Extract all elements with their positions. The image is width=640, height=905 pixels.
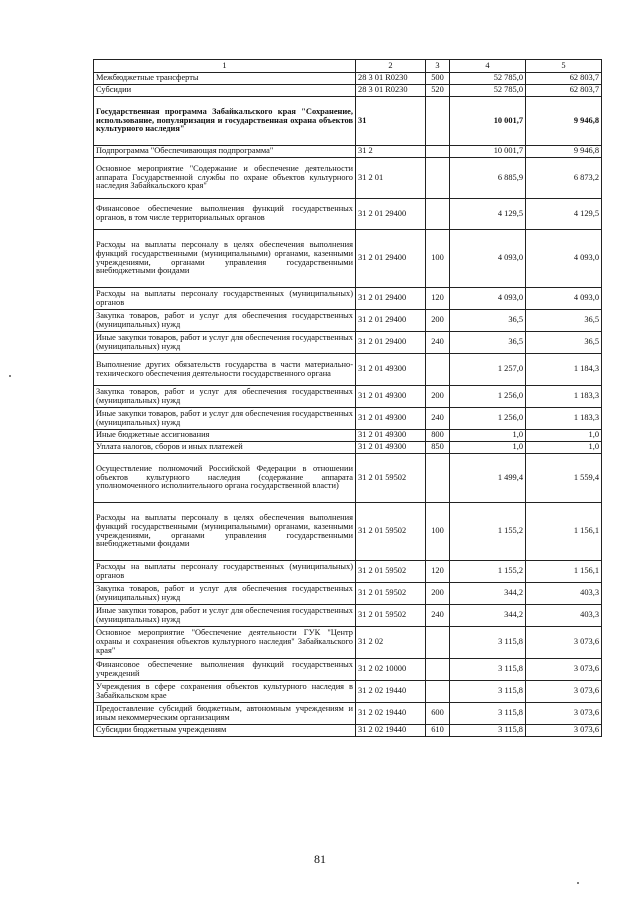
row-code-cell: 31 2 01 49300	[356, 430, 426, 442]
table-row	[94, 605, 602, 627]
table-row	[94, 354, 602, 386]
row-name-cell: Иные закупки товаров, работ и услуг для обеспечения государственных (муниципальных) нужд	[94, 408, 356, 430]
row-value-2025-cell: 6 873,2	[526, 158, 602, 199]
header-cell: 2	[356, 60, 426, 73]
table-row	[94, 503, 602, 561]
row-code-cell: 31 2 01 59502	[356, 561, 426, 583]
row-value-2025-cell: 1,0	[526, 430, 602, 442]
row-code-cell: 28 3 01 R0230	[356, 85, 426, 97]
table-row	[94, 97, 602, 146]
row-value-2025-cell: 1,0	[526, 442, 602, 454]
row-code-cell: 31 2	[356, 146, 426, 158]
row-value-2025-cell: 1 183,3	[526, 408, 602, 430]
row-value-2024-cell: 52 785,0	[450, 73, 526, 85]
row-value-2025-cell: 4 093,0	[526, 230, 602, 288]
table-row	[94, 583, 602, 605]
table-body	[94, 60, 602, 737]
table-row	[94, 442, 602, 454]
table-row	[94, 659, 602, 681]
row-type-cell: 520	[426, 85, 450, 97]
row-code-cell: 31 2 01 49300	[356, 408, 426, 430]
table-row	[94, 386, 602, 408]
row-value-2025-cell: 62 803,7	[526, 73, 602, 85]
row-value-2025-cell: 9 946,8	[526, 146, 602, 158]
row-value-2024-cell: 1 155,2	[450, 561, 526, 583]
row-name-cell: Осуществление полномочий Российской Федерации в отношении объектов культурного наследия (содержание аппарата уполномоченного исполнительного органа государственной власти)	[94, 454, 356, 503]
row-type-cell: 240	[426, 408, 450, 430]
row-name-cell: Субсидии бюджетным учреждениям	[94, 725, 356, 737]
table-row	[94, 199, 602, 230]
row-type-cell: 850	[426, 442, 450, 454]
row-type-cell	[426, 199, 450, 230]
table-row	[94, 230, 602, 288]
table-row	[94, 725, 602, 737]
row-type-cell	[426, 158, 450, 199]
row-value-2024-cell: 3 115,8	[450, 627, 526, 659]
row-type-cell: 100	[426, 503, 450, 561]
row-value-2024-cell: 344,2	[450, 583, 526, 605]
row-value-2025-cell: 1 559,4	[526, 454, 602, 503]
header-row	[94, 60, 602, 73]
row-value-2024-cell: 6 885,9	[450, 158, 526, 199]
row-value-2024-cell: 36,5	[450, 332, 526, 354]
row-code-cell: 31 2 01 59502	[356, 503, 426, 561]
table-row	[94, 627, 602, 659]
row-value-2025-cell: 3 073,6	[526, 659, 602, 681]
row-value-2024-cell: 1 256,0	[450, 386, 526, 408]
row-value-2024-cell: 4 093,0	[450, 288, 526, 310]
row-code-cell: 31 2 01 49300	[356, 386, 426, 408]
row-value-2025-cell: 36,5	[526, 332, 602, 354]
row-value-2025-cell: 4 129,5	[526, 199, 602, 230]
table-row	[94, 288, 602, 310]
row-name-cell: Субсидии	[94, 85, 356, 97]
header-cell: 5	[526, 60, 602, 73]
row-code-cell: 31 2 01 29400	[356, 310, 426, 332]
row-type-cell: 240	[426, 605, 450, 627]
row-value-2025-cell: 1 184,3	[526, 354, 602, 386]
row-code-cell: 31 2 02 19440	[356, 703, 426, 725]
row-code-cell: 31 2 01 29400	[356, 199, 426, 230]
row-name-cell: Иные закупки товаров, работ и услуг для обеспечения государственных (муниципальных) нужд	[94, 605, 356, 627]
row-name-cell: Основное мероприятие "Обеспечение деятельности ГУК "Центр охраны и сохранения объектов культурного наследия" Забайкальского края"	[94, 627, 356, 659]
row-type-cell: 100	[426, 230, 450, 288]
table-row	[94, 703, 602, 725]
row-value-2025-cell: 3 073,6	[526, 703, 602, 725]
row-value-2025-cell: 62 803,7	[526, 85, 602, 97]
row-code-cell: 31 2 02 19440	[356, 725, 426, 737]
scan-speck	[9, 375, 11, 377]
row-code-cell: 31 2 01	[356, 158, 426, 199]
row-name-cell: Расходы на выплаты персоналу государственных (муниципальных) органов	[94, 561, 356, 583]
row-type-cell: 200	[426, 310, 450, 332]
row-type-cell	[426, 627, 450, 659]
row-type-cell	[426, 681, 450, 703]
table-row	[94, 430, 602, 442]
row-value-2024-cell: 52 785,0	[450, 85, 526, 97]
row-value-2024-cell: 10 001,7	[450, 146, 526, 158]
row-name-cell: Расходы на выплаты персоналу в целях обеспечения выполнения функций государственными (муниципальными) органами, казенными учреждениями, органами управления государственными внебюджетными фондами	[94, 230, 356, 288]
row-code-cell: 31 2 01 29400	[356, 332, 426, 354]
table-row	[94, 158, 602, 199]
row-name-cell: Подпрограмма "Обеспечивающая подпрограмма"	[94, 146, 356, 158]
row-value-2024-cell: 1 256,0	[450, 408, 526, 430]
table-row	[94, 85, 602, 97]
row-name-cell: Иные закупки товаров, работ и услуг для обеспечения государственных (муниципальных) нужд	[94, 332, 356, 354]
row-value-2025-cell: 1 156,1	[526, 503, 602, 561]
row-name-cell: Иные бюджетные ассигнования	[94, 430, 356, 442]
row-code-cell: 31 2 01 59502	[356, 583, 426, 605]
table-row	[94, 73, 602, 85]
row-value-2024-cell: 3 115,8	[450, 725, 526, 737]
table-row	[94, 561, 602, 583]
row-value-2025-cell: 1 183,3	[526, 386, 602, 408]
row-value-2024-cell: 4 093,0	[450, 230, 526, 288]
row-name-cell: Закупка товаров, работ и услуг для обеспечения государственных (муниципальных) нужд	[94, 310, 356, 332]
row-name-cell: Расходы на выплаты персоналу в целях обеспечения выполнения функций государственными (муниципальными) органами, казенными учреждениями, органами управления государственными внебюджетными фондами	[94, 503, 356, 561]
row-value-2025-cell: 3 073,6	[526, 681, 602, 703]
header-cell: 4	[450, 60, 526, 73]
table-row	[94, 332, 602, 354]
row-code-cell: 28 3 01 R0230	[356, 73, 426, 85]
row-type-cell: 200	[426, 386, 450, 408]
row-value-2025-cell: 3 073,6	[526, 725, 602, 737]
row-code-cell: 31 2 01 49300	[356, 442, 426, 454]
row-name-cell: Уплата налогов, сборов и иных платежей	[94, 442, 356, 454]
row-name-cell: Межбюджетные трансферты	[94, 73, 356, 85]
row-code-cell: 31 2 01 29400	[356, 230, 426, 288]
row-type-cell: 610	[426, 725, 450, 737]
scan-speck	[577, 882, 579, 884]
row-code-cell: 31 2 02 10000	[356, 659, 426, 681]
row-name-cell: Закупка товаров, работ и услуг для обеспечения государственных (муниципальных) нужд	[94, 386, 356, 408]
row-type-cell: 240	[426, 332, 450, 354]
row-type-cell: 120	[426, 561, 450, 583]
row-value-2024-cell: 36,5	[450, 310, 526, 332]
row-type-cell: 800	[426, 430, 450, 442]
row-type-cell: 500	[426, 73, 450, 85]
row-value-2025-cell: 1 156,1	[526, 561, 602, 583]
row-value-2025-cell: 403,3	[526, 583, 602, 605]
row-code-cell: 31 2 01 59502	[356, 454, 426, 503]
table-row	[94, 454, 602, 503]
row-name-cell: Финансовое обеспечение выполнения функций государственных органов, в том числе территориальных органов	[94, 199, 356, 230]
row-value-2024-cell: 1 257,0	[450, 354, 526, 386]
row-type-cell: 120	[426, 288, 450, 310]
row-value-2024-cell: 10 001,7	[450, 97, 526, 146]
row-type-cell	[426, 354, 450, 386]
row-name-cell: Учреждения в сфере сохранения объектов культурного наследия в Забайкальском крае	[94, 681, 356, 703]
row-type-cell	[426, 659, 450, 681]
row-value-2025-cell: 4 093,0	[526, 288, 602, 310]
row-value-2025-cell: 403,3	[526, 605, 602, 627]
row-name-cell: Выполнение других обязательств государства в части материально-технического обеспечения деятельности государственного органа	[94, 354, 356, 386]
row-code-cell: 31 2 01 59502	[356, 605, 426, 627]
row-type-cell	[426, 146, 450, 158]
row-value-2024-cell: 344,2	[450, 605, 526, 627]
row-code-cell: 31 2 01 49300	[356, 354, 426, 386]
row-name-cell: Закупка товаров, работ и услуг для обеспечения государственных (муниципальных) нужд	[94, 583, 356, 605]
header-cell: 3	[426, 60, 450, 73]
row-name-cell: Основное мероприятие "Содержание и обеспечение деятельности аппарата Государственной службы по охране объектов культурного наследия Забайкальского края"	[94, 158, 356, 199]
table-row	[94, 310, 602, 332]
row-name-cell: Финансовое обеспечение выполнения функций государственных учреждений	[94, 659, 356, 681]
page-number: 81	[314, 852, 326, 866]
row-value-2024-cell: 1 499,4	[450, 454, 526, 503]
row-type-cell: 200	[426, 583, 450, 605]
row-value-2025-cell: 36,5	[526, 310, 602, 332]
row-value-2024-cell: 4 129,5	[450, 199, 526, 230]
row-value-2024-cell: 1,0	[450, 442, 526, 454]
row-type-cell	[426, 454, 450, 503]
row-value-2025-cell: 3 073,6	[526, 627, 602, 659]
row-type-cell	[426, 97, 450, 146]
row-code-cell: 31 2 01 29400	[356, 288, 426, 310]
row-value-2025-cell: 9 946,8	[526, 97, 602, 146]
budget-table	[93, 59, 602, 737]
row-code-cell: 31 2 02 19440	[356, 681, 426, 703]
row-name-cell: Предоставление субсидий бюджетным, автономным учреждениям и иным некоммерческим организациям	[94, 703, 356, 725]
row-code-cell: 31	[356, 97, 426, 146]
row-code-cell: 31 2 02	[356, 627, 426, 659]
table-row	[94, 408, 602, 430]
row-value-2024-cell: 3 115,8	[450, 703, 526, 725]
table-row	[94, 681, 602, 703]
row-value-2024-cell: 1,0	[450, 430, 526, 442]
row-value-2024-cell: 3 115,8	[450, 659, 526, 681]
row-name-cell: Расходы на выплаты персоналу государственных (муниципальных) органов	[94, 288, 356, 310]
row-value-2024-cell: 1 155,2	[450, 503, 526, 561]
table-row	[94, 146, 602, 158]
row-value-2024-cell: 3 115,8	[450, 681, 526, 703]
row-type-cell: 600	[426, 703, 450, 725]
row-name-cell: Государственная программа Забайкальского края "Сохранение, использование, популяризация и государственная охрана объектов культурного наследия"	[94, 97, 356, 146]
header-cell: 1	[94, 60, 356, 73]
